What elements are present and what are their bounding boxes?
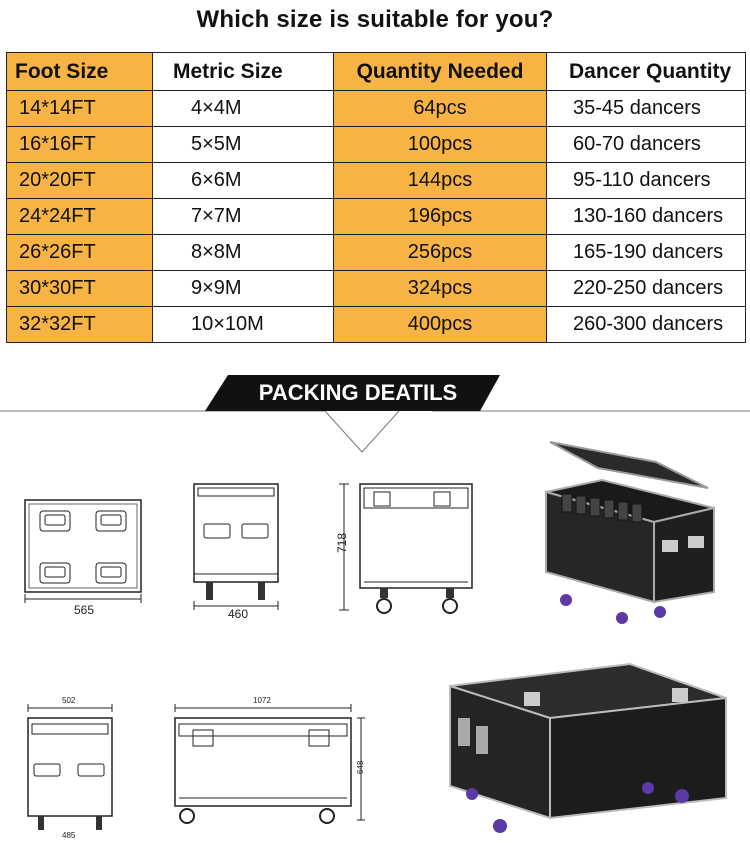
- table-row: [7, 127, 746, 163]
- case1-side-drawing: [186, 478, 286, 620]
- foot-size-cell: 24*24FT: [7, 199, 153, 235]
- table-row: [7, 235, 746, 271]
- metric-size-cell: 8×8M: [153, 235, 334, 271]
- packing-details-label: PACKING DEATILS: [258, 380, 458, 405]
- header-metric-size: Metric Size: [153, 53, 334, 91]
- case2-long-drawing: [165, 690, 375, 840]
- case2-top-depth-label: 502: [62, 696, 76, 705]
- foot-size-cell: 32*32FT: [7, 307, 153, 343]
- case2-photo: [440, 658, 740, 836]
- case1-depth-label: 460: [228, 607, 249, 620]
- dancer-quantity-cell: 260-300 dancers: [547, 307, 746, 343]
- foot-size-cell: 26*26FT: [7, 235, 153, 271]
- packing-details-banner: [210, 375, 506, 411]
- dancer-quantity-cell: 95-110 dancers: [547, 163, 746, 199]
- table-row: [7, 271, 746, 307]
- size-table: [6, 52, 746, 343]
- case1-height-drawing: [330, 478, 480, 620]
- metric-size-cell: 6×6M: [153, 163, 334, 199]
- quantity-cell: 400pcs: [334, 307, 547, 343]
- metric-size-cell: 9×9M: [153, 271, 334, 307]
- header-foot-size: Foot Size: [7, 53, 153, 91]
- dancer-quantity-cell: 130-160 dancers: [547, 199, 746, 235]
- page-title: Which size is suitable for you?: [196, 6, 554, 33]
- table-row: [7, 199, 746, 235]
- metric-size-cell: 4×4M: [153, 91, 334, 127]
- quantity-cell: 64pcs: [334, 91, 547, 127]
- table-row: [7, 307, 746, 343]
- case2-bottom-depth-label: 485: [62, 831, 76, 840]
- dancer-quantity-cell: 60-70 dancers: [547, 127, 746, 163]
- quantity-cell: 144pcs: [334, 163, 547, 199]
- dancer-quantity-cell: 165-190 dancers: [547, 235, 746, 271]
- metric-size-cell: 5×5M: [153, 127, 334, 163]
- table-row: [7, 163, 746, 199]
- foot-size-cell: 30*30FT: [7, 271, 153, 307]
- case1-height-label: 718: [335, 532, 349, 553]
- case2-length-label: 1072: [253, 696, 271, 705]
- quantity-cell: 100pcs: [334, 127, 547, 163]
- case1-front-drawing: [20, 495, 150, 620]
- table-header-row: [7, 53, 746, 91]
- header-quantity-needed: Quantity Needed: [334, 53, 547, 91]
- table-row: [7, 91, 746, 127]
- metric-size-cell: 7×7M: [153, 199, 334, 235]
- case1-photo: [538, 432, 728, 632]
- case2-side-drawing: [20, 690, 120, 840]
- metric-size-cell: 10×10M: [153, 307, 334, 343]
- quantity-cell: 196pcs: [334, 199, 547, 235]
- quantity-cell: 256pcs: [334, 235, 547, 271]
- case1-width-label: 565: [74, 603, 95, 617]
- dancer-quantity-cell: 220-250 dancers: [547, 271, 746, 307]
- foot-size-cell: 20*20FT: [7, 163, 153, 199]
- foot-size-cell: 16*16FT: [7, 127, 153, 163]
- dancer-quantity-cell: 35-45 dancers: [547, 91, 746, 127]
- quantity-cell: 324pcs: [334, 271, 547, 307]
- case2-height-label: 648: [356, 760, 365, 774]
- foot-size-cell: 14*14FT: [7, 91, 153, 127]
- header-dancer-quantity: Dancer Quantity: [547, 53, 746, 91]
